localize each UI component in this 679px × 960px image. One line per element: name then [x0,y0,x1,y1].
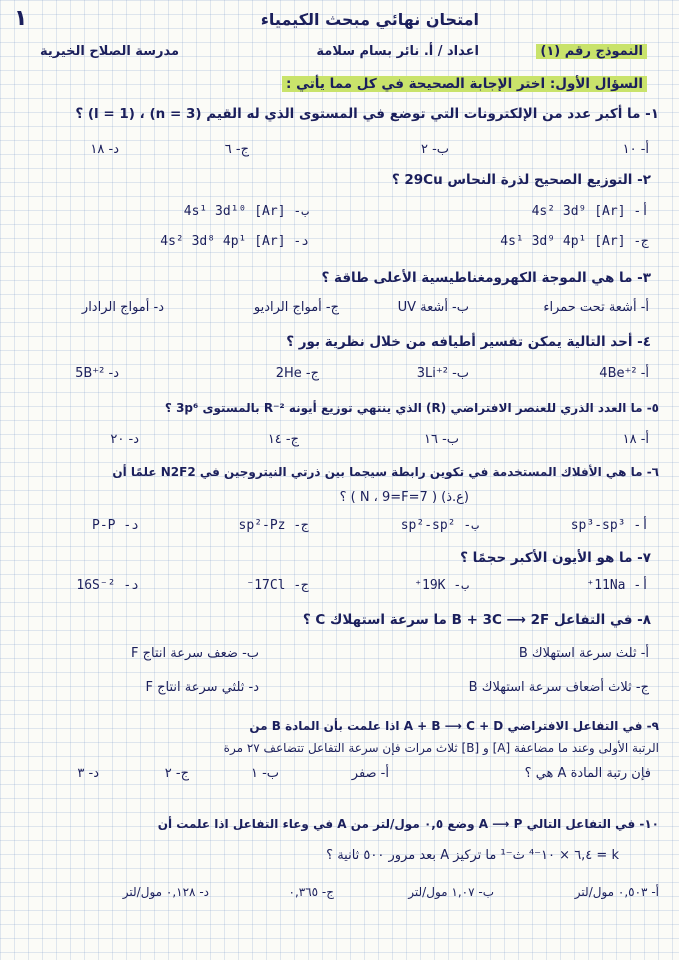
prepared-by: اعداد / أ. نائر بسام سلامة [316,44,479,59]
school-name: مدرسة الصلاح الخيرية [40,44,180,59]
q4-option-d: د- 5B⁺² [75,366,119,381]
q3-option-c: ج- أمواج الراديو [253,300,339,315]
q9-option-d: د- ٣ [77,766,99,781]
q6-option-b: ب- sp²-sp² [400,518,479,533]
q2-option-a: أ- [Ar] 4s² 3d⁹ [531,204,649,219]
q6-option-a: أ- sp³-sp³ [570,518,649,533]
q7-option-d: د- 16S⁻² [76,578,139,593]
question-8: ٨- في التفاعل B + 3C ⟶ 2F ما سرعة استهلاك C ؟ [302,612,651,628]
q4-option-c: ج- 2He [275,366,319,381]
q7-option-c: ج- 17Cl⁻ [246,578,309,593]
q10-subtext: k = ٦,٤ × ١٠⁻⁴ ث⁻¹ ما تركيز A بعد مرور ٥٠٠ ثانية ؟ [326,848,619,863]
question-9: ٩- في التفاعل الافتراضي A + B ⟶ C + D اذا علمت بأن المادة B من [249,719,659,733]
q2-option-c: ج- [Ar] 4s¹ 3d⁹ 4p¹ [500,234,649,249]
q10-option-d: د- ٠,١٢٨ مول/لتر [122,885,209,899]
q9-subtext: الرتبة الأولى وعند ما مضاعفة [A] و [B] ثلاث مرات فإن سرعة التفاعل تتضاعف ٢٧ مرة [223,741,659,755]
q10-option-a: أ- ٠,٥٠٣ مول/لتر [574,885,659,899]
question-1: ١- ما أكبر عدد من الإلكترونات التي توضع في المستوى الذي له القيم (n = 3) ، (l = 1) ؟ [75,106,659,122]
q1-option-a: أ- ١٠ [622,142,649,157]
q4-option-b: ب- 3Li⁺² [416,366,469,381]
q6-subtext: (ع.ذ) ( 7=N ، 9=F ) ؟ [339,490,469,505]
question-10: ١٠- في التفاعل التالي A ⟶ P وضع ٠,٥ مول/لتر من A في وعاء التفاعل اذا علمت أن [157,817,659,831]
q7-option-a: أ- 11Na⁺ [586,578,649,593]
q3-option-d: د- أمواج الرادار [81,300,164,315]
question-6: ٦- ما هي الأفلاك المستخدمة في تكوين رابطة سيجما بين ذرتي النيتروجين في N2F2 علمًا أن [112,465,659,479]
q4-option-a: أ- 4Be⁺² [599,366,649,381]
q10-option-b: ب- ١,٠٧ مول/لتر [408,885,494,899]
question-4: ٤- أحد التالية يمكن تفسير أطيافه من خلال نظرية بور ؟ [286,334,651,350]
q9-option-c: ج- ٢ [164,766,189,781]
q2-option-d: د- [Ar] 4s² 3d⁸ 4p¹ [160,234,309,249]
q1-option-d: د- ١٨ [90,142,119,157]
q9-option-b: ب- ١ [250,766,279,781]
question-3: ٣- ما هي الموجة الكهرومغناطيسية الأعلى طاقة ؟ [321,270,651,286]
q9-option-a: أ- صفر [351,766,389,781]
q8-option-c: ج- ثلاث أضعاف سرعة استهلاك B [468,680,649,695]
q8-option-a: أ- ثلث سرعة استهلاك B [518,646,649,661]
exam-title: امتحان نهائي مبحث الكيمياء [260,10,479,29]
section-heading: السؤال الأول: اختر الإجابة الصحيحة في كل مما يأتي : [47,76,647,92]
question-2: ٢- التوزيع الصحيح لذرة النحاس 29Cu ؟ [391,172,651,188]
q2-option-b: ب- [Ar] 4s¹ 3d¹⁰ [183,204,309,219]
q3-option-b: ب- أشعة UV [397,300,469,315]
model-number: النموذج رقم (١) [536,44,647,59]
q8-option-d: د- ثلثي سرعة انتاج F [145,680,259,695]
question-7: ٧- ما هو الأيون الأكبر حجمًا ؟ [460,550,651,566]
q1-option-b: ب- ٢ [420,142,449,157]
q5-option-a: أ- ١٨ [622,432,649,447]
q5-option-d: د- ٢٠ [110,432,139,447]
question-5: ٥- ما العدد الذري للعنصر الافتراضي (R) الذي ينتهي توزيع أيونه R⁻² بالمستوى 3p⁶ ؟ [164,401,659,415]
q10-option-c: ج- ٠,٣٦٥ [288,885,334,899]
q6-option-c: ج- sp²-Pz [238,518,309,533]
page-number: ١ [14,6,28,31]
q5-option-c: ج- ١٤ [267,432,299,447]
q9-subtext2: فإن رتبة المادة A هي ؟ [524,766,651,781]
q5-option-b: ب- ١٦ [423,432,459,447]
q7-option-b: ب- 19K⁺ [414,578,469,593]
q8-option-b: ب- ضعف سرعة انتاج F [130,646,259,661]
q1-option-c: ج- ٦ [224,142,249,157]
q6-option-d: د- P-P [92,518,139,533]
q3-option-a: أ- أشعة تحت حمراء [543,300,649,315]
